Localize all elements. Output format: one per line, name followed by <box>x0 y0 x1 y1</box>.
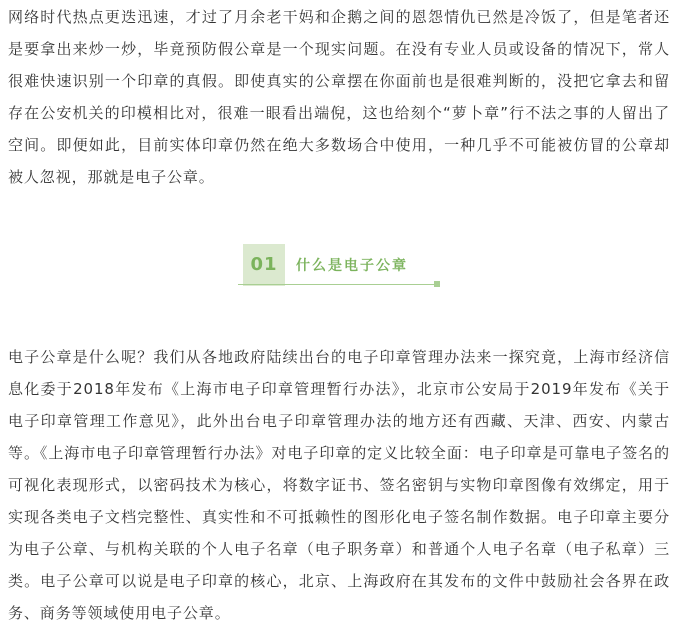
intro-paragraph: 网络时代热点更迭迅速，才过了月余老干妈和企鹅之间的恩怨情仇已然是冷饭了，但是笔者还是要拿出来炒一炒，毕竟预防假公章是一个现实问题。在没有专业人员或设备的情况下，常人很难快速识别一个印章的真假。即使真实的公章摆在你面前也是很难判断的，没把它拿去和留存在公安机关的印模相比对，很难一眼看出端倪，这也给刻个“萝卜章”行不法之事的人留出了空间。即便如此，目前实体印章仍然在绝大多数场合中使用，一种几乎不可能被仿冒的公章却被人忽视，那就是电子公章。 <box>8 8 670 186</box>
section-number-badge: 01 <box>243 244 285 286</box>
section-heading <box>238 244 444 288</box>
definition-paragraph: 电子公章是什么呢？我们从各地政府陆续出台的电子印章管理办法来一探究竟，上海市经济信息化委于2018年发布《上海市电子印章管理暂行办法》，北京市公安局于2019年发布《关于电子印章管理工作意见》，此外出台电子印章管理办法的地方还有西藏、天津、西安、内蒙古等。《上海市电子印章管理暂行办法》对电子印章的定义比较全面：电子印章是可靠电子签名的可视化表现形式，以密码技术为核心，将数字证书、签名密钥与实物印章图像有效绑定，用于实现各类电子文档完整性、真实性和不可抵赖性的图形化电子签名制作数据。电子印章主要分为电子公章、与机构关联的个人电子名章（电子职务章）和普通个人电子名章（电子私章）三类。电子公章可以说是电子印章的核心，北京、上海政府在其发布的文件中鼓励社会各界在政务、商务等领域使用电子公章。 <box>8 348 670 622</box>
section-underline <box>238 284 438 285</box>
section-title: 什么是电子公章 <box>296 258 408 274</box>
section-underline-dot <box>434 281 440 287</box>
